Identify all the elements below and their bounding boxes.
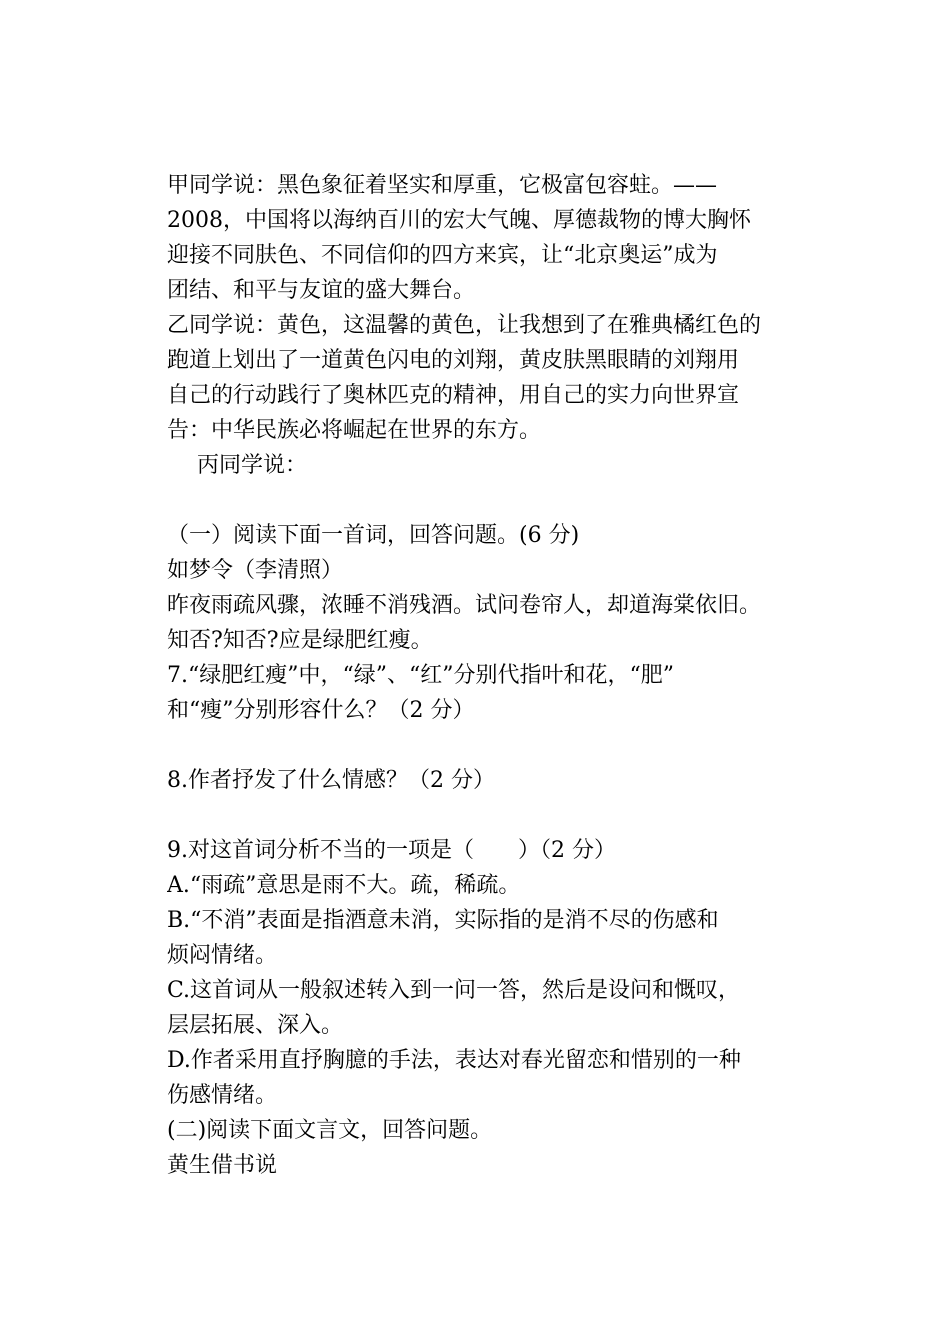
question-7-line-1: 7.“绿肥红瘦”中，“绿”、“红”分别代指叶和花，“肥” [167, 663, 674, 688]
option-d-line-2: 伤感情绪。 [167, 1083, 278, 1108]
yi-line-4: 告：中华民族必将崛起在世界的东方。 [167, 418, 542, 443]
jia-line-2: 2008，中国将以海纳百川的宏大气魄、厚德裁物的博大胸怀 [167, 208, 751, 233]
section-one-heading: （一）阅读下面一首词，回答问题。(6 分) [167, 523, 580, 548]
option-b-line-1: B.“不消”表面是指酒意未消，实际指的是消不尽的伤感和 [167, 908, 719, 933]
option-c-line-1: C.这首词从一般叙述转入到一问一答，然后是设问和慨叹， [167, 978, 741, 1003]
jia-line-1: 甲同学说：黑色象征着坚实和厚重，它极富包容蛀。—— [167, 173, 718, 198]
spacer [167, 483, 787, 518]
option-c-line-2: 层层拓展、深入。 [167, 1013, 344, 1038]
poem-line-2: 知否?知否?应是绿肥红瘦。 [167, 628, 433, 653]
poem-title: 如梦令（李清照） [167, 558, 344, 583]
answer-space-7 [167, 728, 787, 763]
section-two-title: 黄生借书说 [167, 1153, 278, 1178]
bing-line: 丙同学说： [197, 453, 308, 478]
option-a: A.“雨疏”意思是雨不大。疏，稀疏。 [167, 873, 521, 898]
question-7-line-2: 和“瘦”分别形容什么？（2 分） [167, 698, 475, 723]
option-b-line-2: 烦闷情绪。 [167, 943, 278, 968]
yi-line-3: 自己的行动践行了奥林匹克的精神，用自己的实力向世界宣 [167, 383, 740, 408]
answer-space-8 [167, 798, 787, 833]
document-page [167, 168, 787, 1183]
section-two-heading: (二)阅读下面文言文，回答问题。 [167, 1118, 493, 1143]
option-d-line-1: D.作者采用直抒胸臆的手法，表达对春光留恋和惜别的一种 [167, 1048, 741, 1073]
poem-line-1: 昨夜雨疏风骤，浓睡不消残酒。试问卷帘人，却道海棠依旧。 [167, 593, 762, 618]
question-9: 9.对这首词分析不当的一项是（ ）（2 分） [167, 838, 616, 863]
jia-line-4: 团结、和平与友谊的盛大舞台。 [167, 278, 476, 303]
yi-line-2: 跑道上划出了一道黄色闪电的刘翔，黄皮肤黑眼睛的刘翔用 [167, 348, 740, 373]
question-8: 8.作者抒发了什么情感？（2 分） [167, 768, 495, 793]
yi-line-1: 乙同学说：黄色，这温馨的黄色，让我想到了在雅典橘红色的 [167, 313, 762, 338]
jia-line-3: 迎接不同肤色、不同信仰的四方来宾，让“北京奥运”成为 [167, 243, 718, 268]
